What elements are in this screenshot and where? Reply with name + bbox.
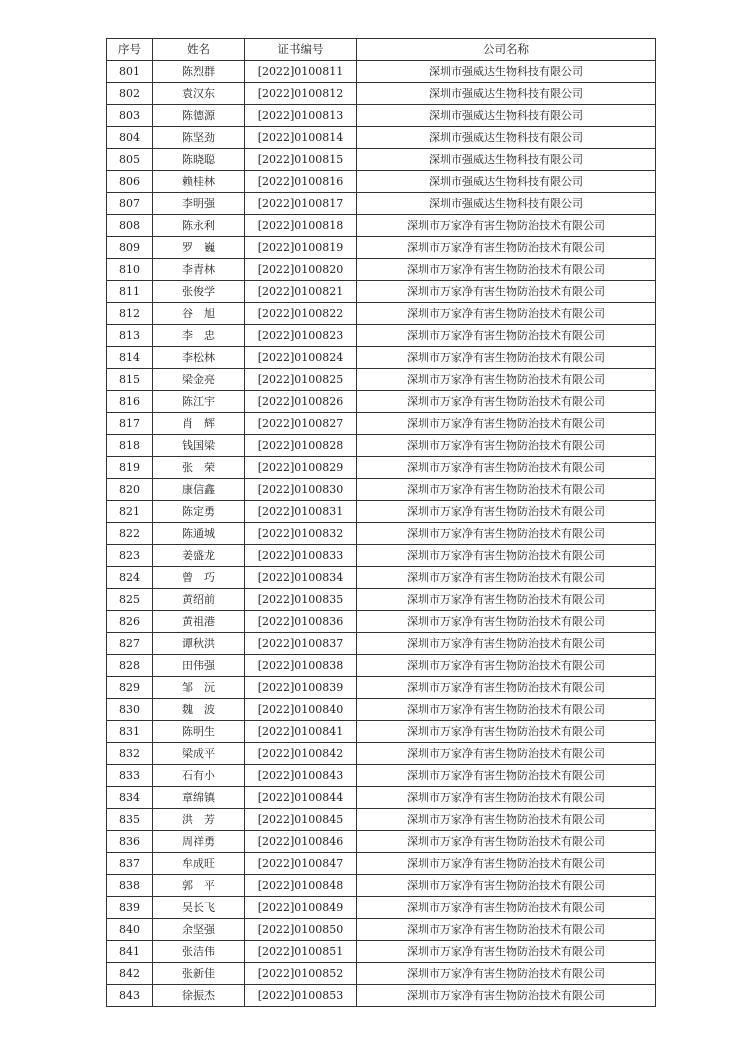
cell-certificate-number: [2022]0100828 bbox=[245, 435, 357, 457]
table-row bbox=[107, 985, 656, 1007]
table-row bbox=[107, 941, 656, 963]
cell-certificate-number: [2022]0100816 bbox=[245, 171, 357, 193]
cell-index: 801 bbox=[107, 61, 153, 83]
cell-certificate-number: [2022]0100815 bbox=[245, 149, 357, 171]
header-certificate-number: 证书编号 bbox=[245, 39, 357, 61]
cell-certificate-number: [2022]0100840 bbox=[245, 699, 357, 721]
cell-company-name: 深圳市万家净有害生物防治技术有限公司 bbox=[357, 237, 656, 259]
cell-name: 陈坚劲 bbox=[153, 127, 245, 149]
cell-certificate-number: [2022]0100839 bbox=[245, 677, 357, 699]
cell-company-name: 深圳市万家净有害生物防治技术有限公司 bbox=[357, 391, 656, 413]
cell-index: 806 bbox=[107, 171, 153, 193]
table-row bbox=[107, 501, 656, 523]
table-row bbox=[107, 149, 656, 171]
cell-company-name: 深圳市万家净有害生物防治技术有限公司 bbox=[357, 897, 656, 919]
table-row bbox=[107, 765, 656, 787]
cell-company-name: 深圳市强威达生物科技有限公司 bbox=[357, 127, 656, 149]
cell-company-name: 深圳市万家净有害生物防治技术有限公司 bbox=[357, 457, 656, 479]
cell-certificate-number: [2022]0100846 bbox=[245, 831, 357, 853]
cell-company-name: 深圳市万家净有害生物防治技术有限公司 bbox=[357, 281, 656, 303]
cell-index: 837 bbox=[107, 853, 153, 875]
cell-certificate-number: [2022]0100844 bbox=[245, 787, 357, 809]
cell-index: 809 bbox=[107, 237, 153, 259]
cell-name: 陈江宇 bbox=[153, 391, 245, 413]
header-index: 序号 bbox=[107, 39, 153, 61]
cell-company-name: 深圳市万家净有害生物防治技术有限公司 bbox=[357, 809, 656, 831]
cell-name: 黄绍前 bbox=[153, 589, 245, 611]
table-row bbox=[107, 237, 656, 259]
cell-index: 810 bbox=[107, 259, 153, 281]
cell-index: 822 bbox=[107, 523, 153, 545]
table-row bbox=[107, 347, 656, 369]
cell-index: 840 bbox=[107, 919, 153, 941]
cell-name: 洪 芳 bbox=[153, 809, 245, 831]
table-row bbox=[107, 413, 656, 435]
cell-company-name: 深圳市万家净有害生物防治技术有限公司 bbox=[357, 655, 656, 677]
cell-index: 823 bbox=[107, 545, 153, 567]
cell-certificate-number: [2022]0100838 bbox=[245, 655, 357, 677]
table-row bbox=[107, 633, 656, 655]
cell-company-name: 深圳市万家净有害生物防治技术有限公司 bbox=[357, 853, 656, 875]
cell-index: 826 bbox=[107, 611, 153, 633]
cell-certificate-number: [2022]0100847 bbox=[245, 853, 357, 875]
cell-certificate-number: [2022]0100834 bbox=[245, 567, 357, 589]
table-row bbox=[107, 611, 656, 633]
cell-company-name: 深圳市万家净有害生物防治技术有限公司 bbox=[357, 347, 656, 369]
cell-name: 陈明生 bbox=[153, 721, 245, 743]
cell-index: 815 bbox=[107, 369, 153, 391]
cell-index: 832 bbox=[107, 743, 153, 765]
cell-certificate-number: [2022]0100837 bbox=[245, 633, 357, 655]
table-row bbox=[107, 259, 656, 281]
table-row bbox=[107, 281, 656, 303]
cell-company-name: 深圳市万家净有害生物防治技术有限公司 bbox=[357, 545, 656, 567]
cell-certificate-number: [2022]0100850 bbox=[245, 919, 357, 941]
cell-name: 陈永利 bbox=[153, 215, 245, 237]
cell-company-name: 深圳市万家净有害生物防治技术有限公司 bbox=[357, 677, 656, 699]
table-row bbox=[107, 853, 656, 875]
cell-name: 章绵镇 bbox=[153, 787, 245, 809]
table-row bbox=[107, 193, 656, 215]
table-row bbox=[107, 435, 656, 457]
table-row bbox=[107, 721, 656, 743]
cell-certificate-number: [2022]0100841 bbox=[245, 721, 357, 743]
cell-index: 835 bbox=[107, 809, 153, 831]
table-row bbox=[107, 303, 656, 325]
cell-index: 834 bbox=[107, 787, 153, 809]
cell-index: 842 bbox=[107, 963, 153, 985]
table-row bbox=[107, 919, 656, 941]
cell-company-name: 深圳市万家净有害生物防治技术有限公司 bbox=[357, 985, 656, 1007]
cell-index: 841 bbox=[107, 941, 153, 963]
cell-name: 张俊学 bbox=[153, 281, 245, 303]
table-row bbox=[107, 479, 656, 501]
cell-company-name: 深圳市万家净有害生物防治技术有限公司 bbox=[357, 699, 656, 721]
cell-company-name: 深圳市万家净有害生物防治技术有限公司 bbox=[357, 831, 656, 853]
table-row bbox=[107, 831, 656, 853]
cell-index: 813 bbox=[107, 325, 153, 347]
cell-certificate-number: [2022]0100851 bbox=[245, 941, 357, 963]
cell-company-name: 深圳市强威达生物科技有限公司 bbox=[357, 171, 656, 193]
cell-index: 829 bbox=[107, 677, 153, 699]
cell-certificate-number: [2022]0100812 bbox=[245, 83, 357, 105]
cell-certificate-number: [2022]0100832 bbox=[245, 523, 357, 545]
cell-company-name: 深圳市万家净有害生物防治技术有限公司 bbox=[357, 325, 656, 347]
cell-index: 816 bbox=[107, 391, 153, 413]
cell-certificate-number: [2022]0100820 bbox=[245, 259, 357, 281]
table-row bbox=[107, 215, 656, 237]
cell-index: 804 bbox=[107, 127, 153, 149]
cell-name: 石有小 bbox=[153, 765, 245, 787]
table-row bbox=[107, 105, 656, 127]
cell-index: 803 bbox=[107, 105, 153, 127]
cell-name: 魏 波 bbox=[153, 699, 245, 721]
cell-company-name: 深圳市万家净有害生物防治技术有限公司 bbox=[357, 479, 656, 501]
cell-name: 谷 旭 bbox=[153, 303, 245, 325]
cell-name: 张洁伟 bbox=[153, 941, 245, 963]
cell-name: 郭 平 bbox=[153, 875, 245, 897]
cell-company-name: 深圳市万家净有害生物防治技术有限公司 bbox=[357, 875, 656, 897]
cell-index: 808 bbox=[107, 215, 153, 237]
certificate-table bbox=[106, 38, 656, 1007]
cell-name: 周祥勇 bbox=[153, 831, 245, 853]
cell-index: 817 bbox=[107, 413, 153, 435]
cell-index: 802 bbox=[107, 83, 153, 105]
cell-certificate-number: [2022]0100836 bbox=[245, 611, 357, 633]
cell-index: 819 bbox=[107, 457, 153, 479]
cell-name: 肖 辉 bbox=[153, 413, 245, 435]
cell-index: 831 bbox=[107, 721, 153, 743]
cell-index: 833 bbox=[107, 765, 153, 787]
cell-company-name: 深圳市万家净有害生物防治技术有限公司 bbox=[357, 435, 656, 457]
cell-certificate-number: [2022]0100852 bbox=[245, 963, 357, 985]
cell-index: 828 bbox=[107, 655, 153, 677]
cell-name: 赖桂林 bbox=[153, 171, 245, 193]
cell-index: 838 bbox=[107, 875, 153, 897]
cell-name: 黄祖港 bbox=[153, 611, 245, 633]
cell-name: 陈晓聪 bbox=[153, 149, 245, 171]
cell-index: 811 bbox=[107, 281, 153, 303]
cell-name: 梁成平 bbox=[153, 743, 245, 765]
cell-company-name: 深圳市万家净有害生物防治技术有限公司 bbox=[357, 743, 656, 765]
cell-name: 李青林 bbox=[153, 259, 245, 281]
table-body bbox=[107, 61, 656, 1007]
cell-certificate-number: [2022]0100849 bbox=[245, 897, 357, 919]
cell-company-name: 深圳市万家净有害生物防治技术有限公司 bbox=[357, 787, 656, 809]
cell-name: 姜盛龙 bbox=[153, 545, 245, 567]
cell-name: 吴长飞 bbox=[153, 897, 245, 919]
cell-name: 李 忠 bbox=[153, 325, 245, 347]
cell-certificate-number: [2022]0100817 bbox=[245, 193, 357, 215]
cell-company-name: 深圳市强威达生物科技有限公司 bbox=[357, 193, 656, 215]
cell-index: 824 bbox=[107, 567, 153, 589]
cell-company-name: 深圳市万家净有害生物防治技术有限公司 bbox=[357, 413, 656, 435]
table-row bbox=[107, 589, 656, 611]
cell-certificate-number: [2022]0100845 bbox=[245, 809, 357, 831]
cell-name: 陈烈群 bbox=[153, 61, 245, 83]
cell-company-name: 深圳市强威达生物科技有限公司 bbox=[357, 83, 656, 105]
cell-certificate-number: [2022]0100811 bbox=[245, 61, 357, 83]
cell-name: 陈定勇 bbox=[153, 501, 245, 523]
cell-certificate-number: [2022]0100843 bbox=[245, 765, 357, 787]
cell-index: 843 bbox=[107, 985, 153, 1007]
cell-certificate-number: [2022]0100830 bbox=[245, 479, 357, 501]
cell-name: 邹 沅 bbox=[153, 677, 245, 699]
cell-certificate-number: [2022]0100833 bbox=[245, 545, 357, 567]
cell-company-name: 深圳市万家净有害生物防治技术有限公司 bbox=[357, 501, 656, 523]
table-row bbox=[107, 655, 656, 677]
cell-company-name: 深圳市万家净有害生物防治技术有限公司 bbox=[357, 721, 656, 743]
table-row bbox=[107, 369, 656, 391]
cell-name: 余坚强 bbox=[153, 919, 245, 941]
cell-index: 805 bbox=[107, 149, 153, 171]
table-row bbox=[107, 875, 656, 897]
cell-index: 807 bbox=[107, 193, 153, 215]
cell-certificate-number: [2022]0100822 bbox=[245, 303, 357, 325]
table-row bbox=[107, 809, 656, 831]
cell-index: 839 bbox=[107, 897, 153, 919]
cell-name: 梁金亮 bbox=[153, 369, 245, 391]
cell-name: 陈德源 bbox=[153, 105, 245, 127]
table-row bbox=[107, 61, 656, 83]
cell-certificate-number: [2022]0100853 bbox=[245, 985, 357, 1007]
table-row bbox=[107, 545, 656, 567]
table-row bbox=[107, 897, 656, 919]
table-row bbox=[107, 523, 656, 545]
cell-index: 814 bbox=[107, 347, 153, 369]
table-row bbox=[107, 457, 656, 479]
cell-certificate-number: [2022]0100824 bbox=[245, 347, 357, 369]
cell-name: 徐振杰 bbox=[153, 985, 245, 1007]
cell-certificate-number: [2022]0100826 bbox=[245, 391, 357, 413]
cell-company-name: 深圳市强威达生物科技有限公司 bbox=[357, 61, 656, 83]
cell-name: 李松林 bbox=[153, 347, 245, 369]
header-company-name: 公司名称 bbox=[357, 39, 656, 61]
cell-name: 曾 巧 bbox=[153, 567, 245, 589]
cell-company-name: 深圳市万家净有害生物防治技术有限公司 bbox=[357, 259, 656, 281]
cell-company-name: 深圳市万家净有害生物防治技术有限公司 bbox=[357, 963, 656, 985]
cell-certificate-number: [2022]0100823 bbox=[245, 325, 357, 347]
table-header-row bbox=[107, 39, 656, 61]
cell-name: 康信鑫 bbox=[153, 479, 245, 501]
cell-company-name: 深圳市强威达生物科技有限公司 bbox=[357, 105, 656, 127]
cell-name: 田伟强 bbox=[153, 655, 245, 677]
cell-certificate-number: [2022]0100821 bbox=[245, 281, 357, 303]
cell-name: 罗 巍 bbox=[153, 237, 245, 259]
header-name: 姓名 bbox=[153, 39, 245, 61]
table-row bbox=[107, 325, 656, 347]
cell-certificate-number: [2022]0100825 bbox=[245, 369, 357, 391]
cell-company-name: 深圳市万家净有害生物防治技术有限公司 bbox=[357, 523, 656, 545]
cell-name: 袁汉东 bbox=[153, 83, 245, 105]
cell-name: 李明强 bbox=[153, 193, 245, 215]
cell-company-name: 深圳市万家净有害生物防治技术有限公司 bbox=[357, 369, 656, 391]
table-row bbox=[107, 963, 656, 985]
cell-name: 钱国梁 bbox=[153, 435, 245, 457]
cell-certificate-number: [2022]0100814 bbox=[245, 127, 357, 149]
cell-company-name: 深圳市强威达生物科技有限公司 bbox=[357, 149, 656, 171]
cell-certificate-number: [2022]0100835 bbox=[245, 589, 357, 611]
cell-name: 张 荣 bbox=[153, 457, 245, 479]
table-row bbox=[107, 567, 656, 589]
cell-company-name: 深圳市万家净有害生物防治技术有限公司 bbox=[357, 765, 656, 787]
cell-name: 张新佳 bbox=[153, 963, 245, 985]
cell-name: 谭秋洪 bbox=[153, 633, 245, 655]
table-row bbox=[107, 171, 656, 193]
cell-certificate-number: [2022]0100848 bbox=[245, 875, 357, 897]
cell-certificate-number: [2022]0100827 bbox=[245, 413, 357, 435]
cell-company-name: 深圳市万家净有害生物防治技术有限公司 bbox=[357, 611, 656, 633]
cell-index: 820 bbox=[107, 479, 153, 501]
table-row bbox=[107, 699, 656, 721]
cell-certificate-number: [2022]0100813 bbox=[245, 105, 357, 127]
cell-name: 牟成旺 bbox=[153, 853, 245, 875]
cell-name: 陈通城 bbox=[153, 523, 245, 545]
table-row bbox=[107, 127, 656, 149]
cell-company-name: 深圳市万家净有害生物防治技术有限公司 bbox=[357, 303, 656, 325]
cell-company-name: 深圳市万家净有害生物防治技术有限公司 bbox=[357, 589, 656, 611]
cell-certificate-number: [2022]0100842 bbox=[245, 743, 357, 765]
cell-company-name: 深圳市万家净有害生物防治技术有限公司 bbox=[357, 941, 656, 963]
table-row bbox=[107, 787, 656, 809]
table-row bbox=[107, 391, 656, 413]
cell-certificate-number: [2022]0100831 bbox=[245, 501, 357, 523]
table-row bbox=[107, 677, 656, 699]
cell-index: 821 bbox=[107, 501, 153, 523]
cell-certificate-number: [2022]0100829 bbox=[245, 457, 357, 479]
cell-company-name: 深圳市万家净有害生物防治技术有限公司 bbox=[357, 567, 656, 589]
cell-certificate-number: [2022]0100819 bbox=[245, 237, 357, 259]
cell-certificate-number: [2022]0100818 bbox=[245, 215, 357, 237]
cell-index: 830 bbox=[107, 699, 153, 721]
cell-company-name: 深圳市万家净有害生物防治技术有限公司 bbox=[357, 919, 656, 941]
cell-index: 818 bbox=[107, 435, 153, 457]
cell-index: 825 bbox=[107, 589, 153, 611]
cell-company-name: 深圳市万家净有害生物防治技术有限公司 bbox=[357, 215, 656, 237]
cell-index: 827 bbox=[107, 633, 153, 655]
cell-company-name: 深圳市万家净有害生物防治技术有限公司 bbox=[357, 633, 656, 655]
cell-index: 836 bbox=[107, 831, 153, 853]
table-row bbox=[107, 743, 656, 765]
cell-index: 812 bbox=[107, 303, 153, 325]
table-row bbox=[107, 83, 656, 105]
